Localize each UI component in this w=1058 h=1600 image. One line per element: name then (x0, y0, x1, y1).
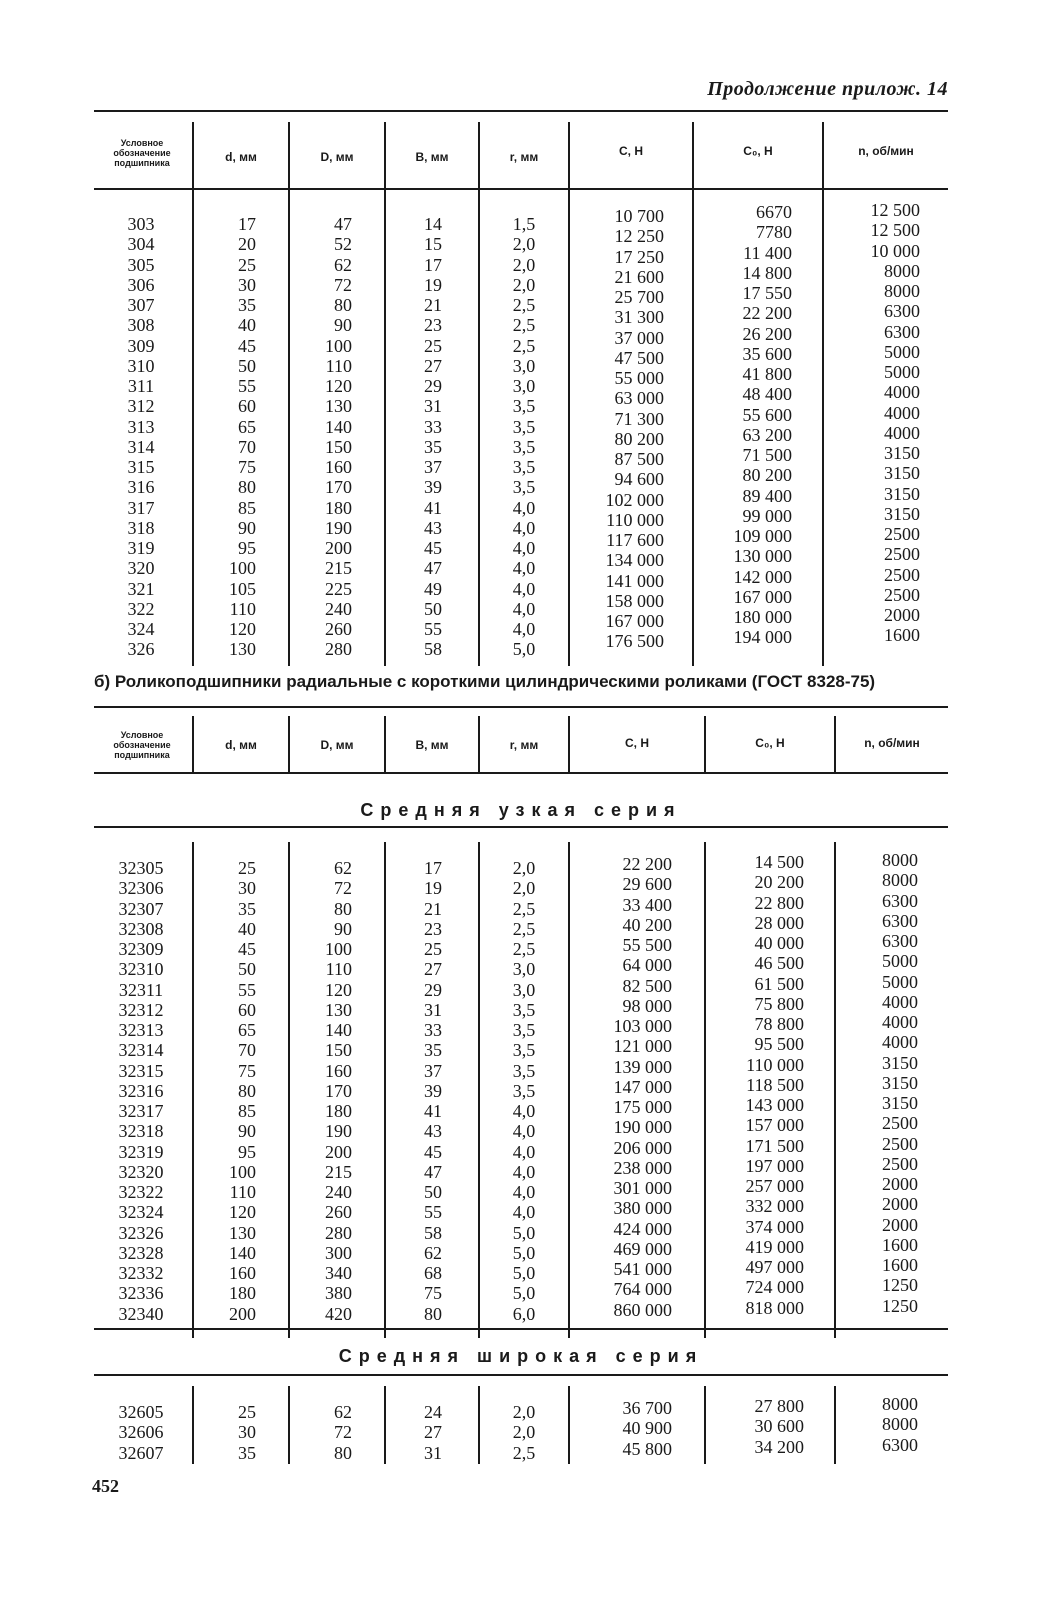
series-1-d: 25 30 35 40 45 50 55 60 65 70 75 80 85 90 95 100 110 120 130 140 160 180 200 (229, 858, 256, 1324)
column-n: 12 500 12 500 10 000 8000 8000 6300 6300 5000 5000 4000 4000 4000 3150 3150 3150 3150 2500 2500 2500 2500 2000 1600 (870, 200, 920, 646)
header-designation: Условное обозначение подшипника (113, 730, 171, 760)
header-r: r, мм (509, 150, 539, 164)
header-n: n, об/мин (858, 144, 914, 158)
series-1-b: 17 19 21 23 25 27 29 31 33 35 37 39 41 43 45 47 50 55 58 62 68 75 80 (424, 858, 442, 1324)
series-1-n: 8000 8000 6300 6300 6300 5000 5000 4000 4000 4000 3150 3150 3150 2500 2500 2500 2000 2000 2000 1600 1600 1250 1250 (882, 850, 918, 1316)
column-b: 14 15 17 19 21 23 25 27 29 31 33 35 37 39 41 43 45 47 49 50 55 58 (424, 214, 442, 660)
series-2-c0: 27 800 30 600 34 200 (754, 1396, 804, 1457)
column-designation: 303 304 305 306 307 308 309 310 311 312 313 314 315 316 317 318 319 320 321 322 324 326 (127, 214, 155, 660)
column-r: 1,5 2,0 2,0 2,0 2,5 2,5 2,5 3,0 3,0 3,5 3,5 3,5 3,5 3,5 4,0 4,0 4,0 4,0 4,0 4,0 4,0 5,0 (512, 214, 536, 660)
series-2-top-rule (94, 1328, 948, 1330)
table-a-header-rule (94, 188, 948, 190)
series-2-designation: 32605 32606 32607 (118, 1402, 164, 1463)
page-number: 452 (92, 1476, 119, 1496)
header-c0: C₀, Н (743, 144, 773, 158)
series-2-outer-d: 62 72 80 (334, 1402, 352, 1463)
series-1-c0: 14 500 20 200 22 800 28 000 40 000 46 500 61 500 75 800 78 800 95 500 110 000 118 500 143 000 157 000 171 500 197 000 257 000 332 000 374 000 419 000 497 000 724 000 818 000 (745, 852, 804, 1318)
series-1-rule (94, 826, 948, 828)
series-heading-medium-wide: Средняя широкая серия (338, 1346, 704, 1366)
header-d: d, мм (225, 150, 257, 164)
header-outer-d: D, мм (320, 150, 354, 164)
column-d: 17 20 25 30 35 40 45 50 55 60 65 70 75 80 85 90 95 100 105 110 120 130 (229, 214, 256, 660)
series-1-c: 22 200 29 600 33 400 40 200 55 500 64 000 82 500 98 000 103 000 121 000 139 000 147 000 175 000 190 000 206 000 238 000 301 000 380 000 424 000 469 000 541 000 764 000 860 000 (613, 854, 672, 1320)
header-n: n, об/мин (864, 736, 920, 750)
series-2-d: 25 30 35 (238, 1402, 256, 1463)
header-outer-d: D, мм (320, 738, 354, 752)
series-1-designation: 32305 32306 32307 32308 32309 32310 32311 32312 32313 32314 32315 32316 32317 32318 32319 32320 32322 32324 32326 32328 32332 32336 32340 (118, 858, 164, 1324)
header-d: d, мм (225, 738, 257, 752)
column-outer-d: 47 52 62 72 80 90 100 110 120 130 140 150 160 170 180 190 200 215 225 240 260 280 (325, 214, 352, 660)
header-c0: C₀, Н (755, 736, 785, 750)
header-c: C, Н (625, 736, 649, 750)
series-2-rule (94, 1374, 948, 1376)
table-a-top-rule (94, 110, 948, 112)
series-heading-medium-narrow: Средняя узкая серия (360, 800, 682, 820)
table-a (94, 110, 948, 670)
header-b: B, мм (415, 738, 449, 752)
header-c: C, Н (619, 144, 643, 158)
series-2-n: 8000 8000 6300 (882, 1394, 918, 1455)
header-designation: Условное обозначение подшипника (113, 138, 171, 168)
column-c: 10 700 12 250 17 250 21 600 25 700 31 300 37 000 47 500 55 000 63 000 71 300 80 200 87 500 94 600 102 000 110 000 117 600 134 000 141 000 158 000 167 000 176 500 (605, 206, 664, 652)
header-r: r, мм (509, 738, 539, 752)
column-c0: 6670 7780 11 400 14 800 17 550 22 200 26 200 35 600 41 800 48 400 55 600 63 200 71 500 80 200 89 400 99 000 109 000 130 000 142 000 167 000 180 000 194 000 (733, 202, 792, 648)
series-2-b: 24 27 31 (424, 1402, 442, 1463)
table-b-header-rule (94, 772, 948, 774)
series-1-outer-d: 62 72 80 90 100 110 120 130 140 150 160 170 180 190 200 215 240 260 280 300 340 380 420 (325, 858, 352, 1324)
caption-b: б) Роликоподшипники радиальные с короткими цилиндрическими роликами (ГОСТ 8328-75) (94, 672, 876, 691)
table-b-top-rule (94, 706, 948, 708)
series-1-r: 2,0 2,0 2,5 2,5 2,5 3,0 3,0 3,5 3,5 3,5 3,5 3,5 4,0 4,0 4,0 4,0 4,0 4,0 5,0 5,0 5,0 5,0 6,0 (512, 858, 536, 1324)
series-2-c: 36 700 40 900 45 800 (622, 1398, 672, 1459)
header-b: B, мм (415, 150, 449, 164)
table-b (94, 706, 948, 1466)
continuation-label: Продолжение прилож. 14 (707, 78, 948, 100)
series-2-r: 2,0 2,0 2,5 (512, 1402, 536, 1463)
